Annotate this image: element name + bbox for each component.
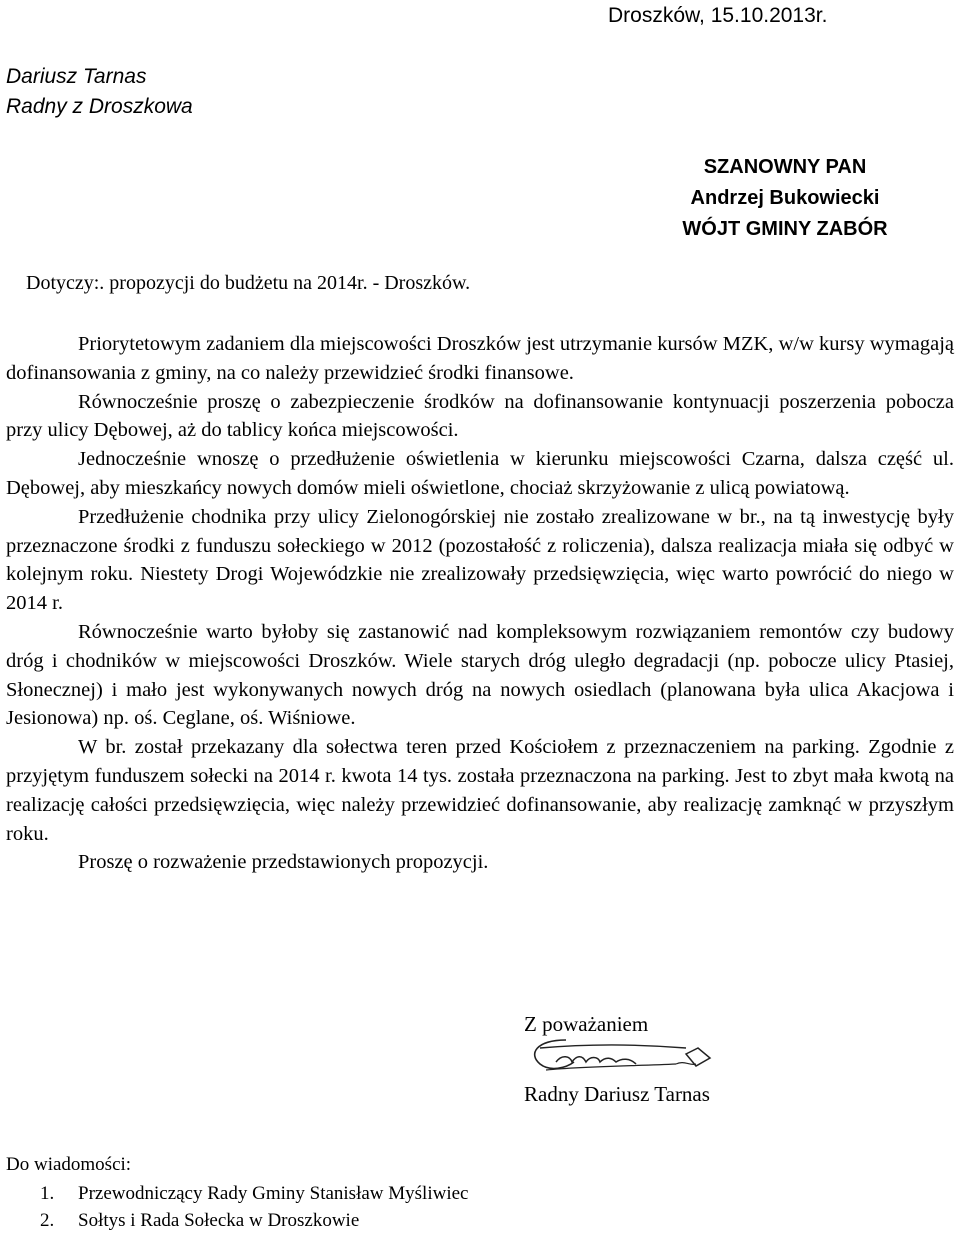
body-paragraph: Priorytetowym zadaniem dla miejscowości Droszków jest utrzymanie kursów MZK, w/w kursy wymagają dofinansowania z gminy, na co należy przewidzieć środki finansowe. (6, 333, 954, 384)
body-paragraph: Równocześnie proszę o zabezpieczenie środków na dofinansowanie kontynuacji poszerzenia pobocza przy ulicy Dębowej, aż do tablicy końca miejscowości. (6, 390, 954, 442)
body-paragraph: Równocześnie warto byłoby się zastanowić nad kompleksowym rozwiązaniem remontów czy budowy dróg i chodników w miejscowości Droszków. Wiele starych dróg uległo degradacji (np. pobocze ulicy Ptasiej, Słonecznej) i mało jest wykonywanych nowych dróg na nowych osiedlach (planowana była ulica Akacjowa i Jesionowa) np. oś. Ceglane, oś. Wiśniowe. (6, 620, 954, 730)
addressee-salutation: SZANOWNY PAN (703, 156, 867, 178)
cc-label: Do wiadomości: (6, 1154, 132, 1175)
addressee-title: WÓJT GMINY ZABÓR (682, 218, 888, 240)
list-item (40, 1180, 468, 1207)
addressee-name: Andrzej Bukowiecki (690, 187, 880, 209)
handwritten-signature (526, 1034, 714, 1080)
place-date: Droszków, 15.10.2013r. (608, 4, 828, 27)
cc-list (40, 1180, 468, 1234)
closing-greeting: Z poważaniem (524, 1012, 649, 1036)
sender-name: Dariusz Tarnas (6, 65, 147, 88)
sender-title: Radny z Droszkowa (6, 95, 193, 118)
list-item (40, 1207, 468, 1234)
sender-block (6, 62, 193, 122)
body-paragraph: Jednocześnie wnoszę o przedłużenie oświetlenia w kierunku miejscowości Czarna, dalsza część ul. Dębowej, aby mieszkańcy nowych domów mieli oświetlone, chociaż skrzyżowanie z ulicą powiatową. (6, 448, 954, 499)
subject-line: Dotyczy:. propozycji do budżetu na 2014r. - Droszków. (26, 272, 471, 294)
signer-name: Radny Dariusz Tarnas (524, 1082, 710, 1106)
body-paragraph: Proszę o rozważenie przedstawionych propozycji. (78, 851, 489, 874)
list-item-number: 1. (40, 1183, 55, 1204)
list-item-number: 2. (40, 1210, 55, 1231)
list-item-text: Przewodniczący Rady Gminy Stanisław Myśliwiec (78, 1183, 469, 1204)
addressee-block (672, 152, 898, 245)
letter-body (6, 330, 954, 877)
list-item-text: Sołtys i Rada Sołecka w Droszkowie (78, 1210, 360, 1231)
body-paragraph: W br. został przekazany dla sołectwa teren przed Kościołem z przeznaczeniem na parking. Zgodnie z przyjętym funduszem sołecki na 2014 r. kwota 14 tys. została przeznaczona na parking. Jest to zbyt mała kwotą na realizację całości przedsięwzięcia, więc należy przewidzieć dofinansowanie, aby realizację zamknąć w przyszłym roku. (6, 736, 954, 845)
body-paragraph: Przedłużenie chodnika przy ulicy Zielonogórskiej nie zostało zrealizowane w br., na tą inwestycję były przeznaczone środki z funduszu sołeckiego w 2012 (pozostałość z roliczenia), dalsza realizacja miała się odbyć w kolejnym roku. Niestety Drogi Wojewódzkie nie zrealizowały przedsięwzięcia, więc warto powrócić do niego w 2014 r. (6, 505, 954, 615)
